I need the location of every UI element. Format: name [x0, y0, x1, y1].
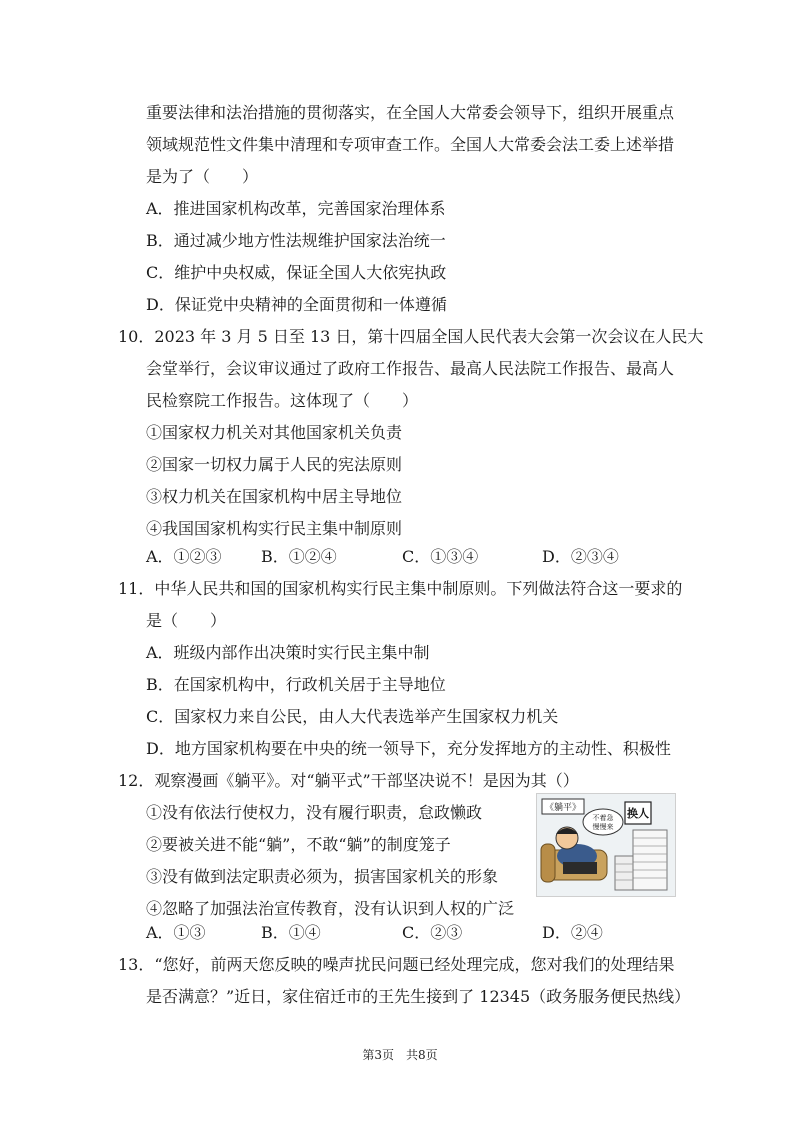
q9-option-a: A．推进国家机构改革，完善国家治理体系 [146, 199, 446, 218]
q9-option-c: C．维护中央权威，保证全国人大依宪执政 [146, 263, 447, 282]
q9-option-b: B．通过减少地方性法规维护国家法治统一 [146, 231, 446, 250]
q10-stem-line-2: 会堂举行，会议审议通过了政府工作报告、最高人民法院工作报告、最高人 [146, 359, 675, 378]
comic-tangping [536, 793, 676, 897]
q12-item-2: ②要被关进不能“躺”，不敢“躺”的制度笼子 [146, 835, 451, 854]
q11-option-c: C．国家权力来自公民，由人大代表选举产生国家权力机关 [146, 707, 559, 726]
q9-stem-line-2: 领域规范性文件集中清理和专项审查工作。全国人大常委会法工委上述举措 [146, 135, 675, 154]
q10-item-2: ②国家一切权力属于人民的宪法原则 [146, 455, 403, 474]
q12-item-1: ①没有依法行使权力，没有履行职责，怠政懒政 [146, 803, 483, 822]
q11-stem-line-1: 11．中华人民共和国的国家机构实行民主集中制原则。下列做法符合这一要求的 [118, 579, 683, 598]
comic-drawing [537, 794, 675, 896]
q12-option-b: B．①④ [261, 923, 321, 942]
q12-option-d: D．②④ [542, 923, 603, 942]
q10-stem-line-3: 民检察院工作报告。这体现了（ ） [146, 391, 419, 410]
q10-item-4: ④我国国家机构实行民主集中制原则 [146, 519, 403, 538]
q11-option-a: A．班级内部作出决策时实行民主集中制 [146, 643, 430, 662]
q10-option-a: A．①②③ [146, 547, 222, 566]
q10-option-b: B．①②④ [261, 547, 337, 566]
q10-option-c: C．①③④ [402, 547, 479, 566]
q10-item-1: ①国家权力机关对其他国家机关负责 [146, 423, 403, 442]
q9-option-d: D．保证党中央精神的全面贯彻和一体遵循 [146, 295, 447, 314]
q12-item-4: ④忽略了加强法治宣传教育，没有认识到人权的广泛 [146, 899, 515, 918]
q11-stem-line-2: 是（ ） [146, 611, 227, 630]
q11-option-b: B．在国家机构中，行政机关居于主导地位 [146, 675, 446, 694]
q10-option-d: D．②③④ [542, 547, 619, 566]
q10-stem-line-1: 10．2023 年 3 月 5 日至 13 日，第十四届全国人民代表大会第一次会议在人民大 [118, 327, 704, 346]
comic-title: 《躺平》 [544, 803, 582, 813]
q12-option-c: C．②③ [402, 923, 463, 942]
q9-stem-line-1: 重要法律和法治措施的贯彻落实，在全国人大常委会领导下，组织开展重点 [146, 103, 675, 122]
page-footer: 第3页 共8页 [362, 1048, 438, 1062]
q9-stem-line-3: 是为了（ ） [146, 167, 259, 186]
q13-stem-line-1: 13．“您好，前两天您反映的噪声扰民问题已经处理完成，您对我们的处理结果 [118, 955, 675, 974]
comic-bubble-line-1: 不着急 [592, 814, 614, 822]
comic-bubble-line-2: 慢慢来 [592, 823, 614, 831]
q12-option-a: A．①③ [146, 923, 206, 942]
comic-sign-text: 换人 [627, 807, 649, 820]
q10-item-3: ③权力机关在国家机构中居主导地位 [146, 487, 403, 506]
q11-option-d: D．地方国家机构要在中央的统一领导下，充分发挥地方的主动性、积极性 [146, 739, 671, 758]
q12-stem-line-1: 12．观察漫画《躺平》。对“躺平式”干部坚决说不！是因为其（） [118, 771, 579, 790]
q13-stem-line-2: 是否满意？”近日，家住宿迁市的王先生接到了 12345（政务服务便民热线） [146, 987, 691, 1006]
q12-item-3: ③没有做到法定职责必须为，损害国家机关的形象 [146, 867, 499, 886]
